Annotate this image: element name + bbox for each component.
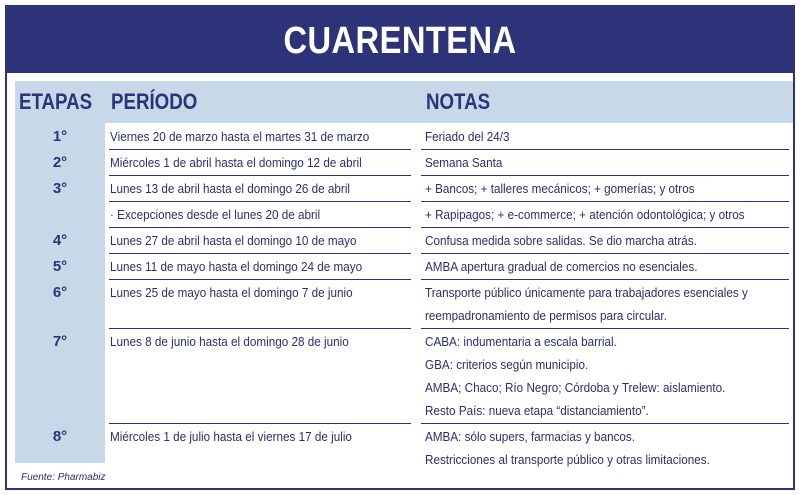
- notes-cell: [425, 203, 767, 226]
- period-cell: Lunes 8 de junio hasta el domingo 28 de junio: [110, 334, 349, 349]
- row-divider: [421, 227, 789, 228]
- note-line: Restricciones al transporte público y otras limitaciones.: [425, 452, 710, 467]
- stage-label: 1°: [52, 128, 68, 145]
- column-header-notas: NOTAS: [426, 89, 491, 114]
- note-line: Resto País: nueva etapa “distanciamiento”.: [425, 403, 649, 418]
- period-cell: Viernes 20 de marzo hasta el martes 31 de marzo: [110, 129, 370, 144]
- stage-label: 7°: [52, 333, 68, 350]
- note-line: Feriado del 24/3: [425, 129, 510, 144]
- page-title: CUARENTENA: [62, 7, 738, 73]
- row-divider: [421, 175, 789, 176]
- row-divider: [421, 423, 789, 424]
- note-line: + Rapipagos; + e-commerce; + atención odontológica; y otros: [425, 207, 745, 222]
- notes-cell: [425, 330, 767, 422]
- note-line: Confusa medida sobre salidas. Se dio marcha atrás.: [425, 233, 697, 248]
- row-divider: [421, 149, 789, 150]
- period-cell: Miércoles 1 de abril hasta el domingo 12 de abril: [110, 155, 362, 170]
- note-line: + Bancos; + talleres mecánicos; + gomerías; y otros: [425, 181, 695, 196]
- notes-cell: [425, 425, 767, 471]
- notes-cell: [425, 229, 767, 252]
- row-divider: [109, 253, 411, 254]
- note-line: Semana Santa: [425, 155, 503, 170]
- note-line: Transporte público únicamente para trabajadores esenciales y: [425, 285, 748, 300]
- row-divider: [421, 328, 789, 329]
- row-divider: [109, 227, 411, 228]
- note-line: AMBA; Chaco; Río Negro; Córdoba y Trelew: aislamiento.: [425, 380, 726, 395]
- notes-cell: [425, 125, 767, 148]
- stage-label: 4°: [52, 232, 68, 249]
- notes-cell: [425, 177, 767, 200]
- source-credit: Fuente: Pharmabiz: [21, 472, 106, 483]
- period-cell: Lunes 11 de mayo hasta el domingo 24 de mayo: [110, 259, 363, 274]
- stage-label: 8°: [52, 428, 68, 445]
- row-divider: [421, 201, 789, 202]
- row-divider: [109, 149, 411, 150]
- note-line: GBA: criterios según municipio.: [425, 357, 589, 372]
- note-line: CABA: indumentaria a escala barrial.: [425, 334, 617, 349]
- row-divider: [109, 328, 411, 329]
- column-header-etapas: ETAPAS: [19, 89, 93, 114]
- period-cell: Lunes 25 de mayo hasta el domingo 7 de junio: [110, 285, 353, 300]
- period-cell: Miércoles 1 de julio hasta el viernes 17 de julio: [110, 429, 352, 444]
- quarantine-table: [5, 5, 795, 490]
- note-line: AMBA apertura gradual de comercios no esenciales.: [425, 259, 698, 274]
- stage-label: 2°: [52, 154, 68, 171]
- column-header-periodo: PERÍODO: [111, 89, 198, 114]
- row-divider: [421, 279, 789, 280]
- stage-label: 6°: [52, 284, 68, 301]
- period-cell: Lunes 13 de abril hasta el domingo 26 de abril: [110, 181, 351, 196]
- note-line: reempadronamiento de permisos para circular.: [425, 308, 667, 323]
- notes-cell: [425, 255, 767, 278]
- row-divider: [109, 201, 411, 202]
- notes-cell: [425, 151, 767, 174]
- period-cell: Lunes 27 de abril hasta el domingo 10 de mayo: [110, 233, 357, 248]
- notes-cell: [425, 281, 767, 327]
- period-cell: · Excepciones desde el lunes 20 de abril: [110, 207, 321, 222]
- stage-label: 3°: [52, 180, 68, 197]
- row-divider: [109, 175, 411, 176]
- stage-label: 5°: [52, 258, 68, 275]
- row-divider: [421, 253, 789, 254]
- row-divider: [109, 423, 411, 424]
- row-divider: [109, 279, 411, 280]
- note-line: AMBA: sólo supers, farmacias y bancos.: [425, 429, 636, 444]
